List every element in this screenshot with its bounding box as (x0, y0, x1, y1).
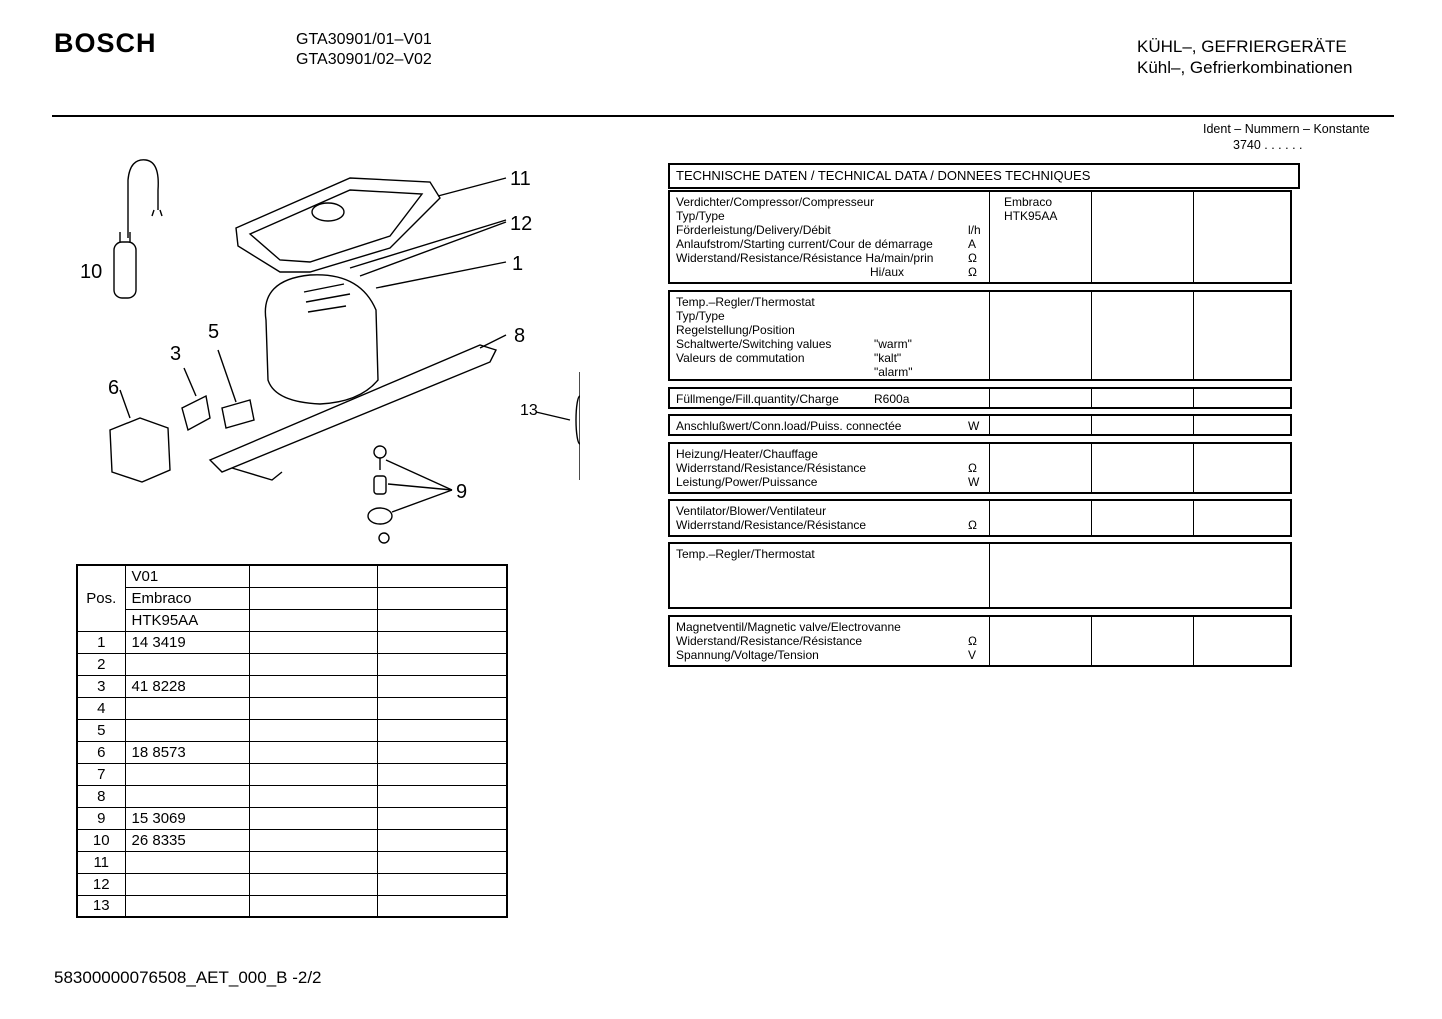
header-divider (52, 115, 1394, 117)
document-id: 58300000076508_AET_000_B -2/2 (54, 968, 322, 987)
connected-load-block: Anschlußwert/Conn.load/Puiss. connectée W (668, 414, 1292, 436)
table-row: 1 14 3419 (77, 631, 507, 653)
header-version: V01 (125, 565, 249, 587)
compressor-type: HTK95AA (1004, 209, 1058, 223)
table-row: 13 (77, 895, 507, 917)
heater-block: Heizung/Heater/Chauffage Widerrstand/Resistance/Résistance Ω Leistung/Power/Puissance W (668, 442, 1292, 494)
parts-table (76, 564, 508, 918)
thermostat2-block: Temp.–Regler/Thermostat (668, 542, 1292, 609)
callout-11: 11 (510, 168, 531, 190)
category-title: KÜHL–, GEFRIERGERÄTE (1137, 37, 1347, 56)
thermostat-block: Temp.–Regler/Thermostat Typ/Type Regelstellung/Position Schaltwerte/Switching values "warm" Valeurs de commutation "kalt" "alarm" (668, 290, 1292, 381)
table-row: 7 (77, 763, 507, 785)
table-row: 9 15 3069 (77, 807, 507, 829)
base-rail (210, 345, 496, 472)
compressor-brand: Embraco (1004, 195, 1053, 209)
table-row: 5 (77, 719, 507, 741)
table-row: 11 (77, 851, 507, 873)
exploded-parts-drawing (60, 150, 580, 550)
header-type: HTK95AA (125, 609, 249, 631)
ident-number: 3740 . . . . . . (1233, 138, 1303, 152)
table-row: 2 (77, 653, 507, 675)
table-row: 12 (77, 873, 507, 895)
cable (128, 160, 158, 238)
callout-1: 1 (512, 253, 524, 275)
brand-logo: BOSCH (54, 28, 157, 58)
table-row: 8 (77, 785, 507, 807)
magnetic-valve-block: Magnetventil/Magnetic valve/Electrovanne Widerstand/Resistance/Résistance Ω Spannung/Voltage/Tension V (668, 615, 1292, 667)
callout-9: 9 (456, 481, 468, 503)
compressor-part (265, 275, 378, 404)
tech-data-title: TECHNISCHE DATEN / TECHNICAL DATA / DONNEES TECHNIQUES (668, 163, 1300, 189)
capacitor (114, 242, 136, 298)
model-number-1: GTA30901/01–V01 (296, 31, 432, 48)
callout-5: 5 (208, 321, 220, 343)
model-number-2: GTA30901/02–V02 (296, 51, 432, 68)
charge-block: Füllmenge/Fill.quantity/Charge R600a (668, 387, 1292, 409)
table-row: 3 41 8228 (77, 675, 507, 697)
callout-3: 3 (170, 343, 182, 365)
pos-header: Pos. (77, 565, 125, 631)
callout-6: 6 (108, 377, 120, 399)
overload-part (222, 400, 254, 428)
callout-10: 10 (80, 261, 103, 283)
category-subtitle: Kühl–, Gefrierkombinationen (1137, 58, 1353, 77)
ident-label: Ident – Nummern – Konstante (1203, 122, 1370, 136)
callout-13: 13 (520, 402, 538, 419)
header-maker: Embraco (125, 587, 249, 609)
cover-part (110, 418, 170, 482)
table-row: 6 18 8573 (77, 741, 507, 763)
table-row: 10 26 8335 (77, 829, 507, 851)
relay-part (182, 396, 210, 430)
fan-block: Ventilator/Blower/Ventilateur Widerrstand/Resistance/Résistance Ω (668, 499, 1292, 537)
table-row: 4 (77, 697, 507, 719)
compressor-block: Verdichter/Compressor/Compresseur Typ/Type Förderleistung/Delivery/Débit l/h Anlaufstrom/Starting current/Cour de démarrage A Widerstand/Resistance/Résistance Ha/main/prin Ω Hi/aux Ω Embraco HTK95AA (668, 190, 1292, 284)
callout-8: 8 (514, 325, 526, 347)
callout-12: 12 (510, 213, 533, 235)
